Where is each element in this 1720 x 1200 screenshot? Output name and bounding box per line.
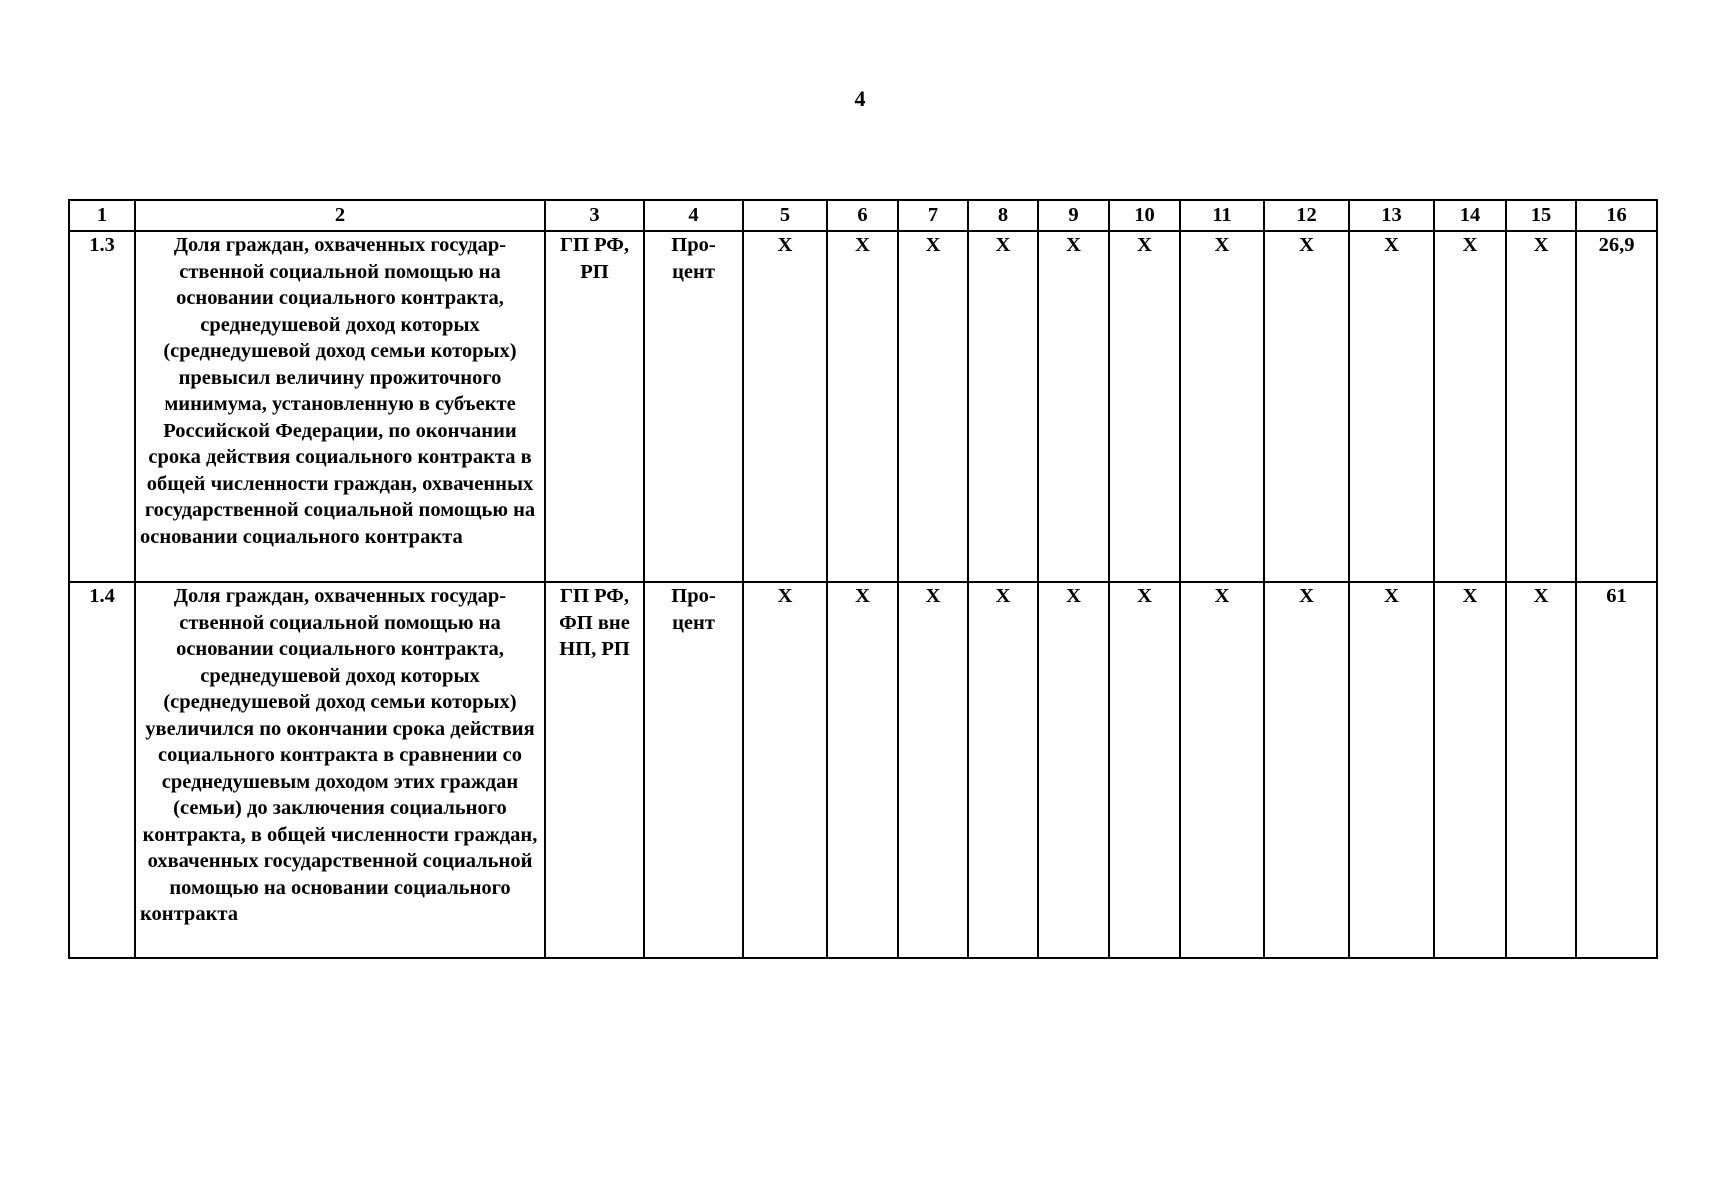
source-line: ФП вне (559, 611, 630, 634)
column-number: 16 (1576, 200, 1657, 231)
x-cell: X (1180, 582, 1264, 958)
x-cell: X (1506, 231, 1576, 582)
source-line: ГП РФ, (559, 234, 630, 256)
x-cell: X (1109, 582, 1180, 958)
unit-cell (644, 231, 743, 582)
unit-line: Про- (671, 585, 716, 607)
column-number: 14 (1434, 200, 1506, 231)
unit-line: Про- (671, 234, 716, 256)
source-line: ГП РФ, (559, 585, 630, 607)
column-number: 7 (898, 200, 968, 231)
column-number: 1 (69, 200, 135, 231)
x-cell: X (1180, 231, 1264, 582)
column-number: 11 (1180, 200, 1264, 231)
row-number: 1.4 (69, 582, 135, 958)
column-number: 2 (135, 200, 545, 231)
x-cell: X (1349, 582, 1434, 958)
column-number: 12 (1264, 200, 1349, 231)
indicator-description: Доля граждан, охваченных государственной социальной помощью на основании социального контракта, среднедушевой доход которых (среднедушевой доход семьи которых) увеличился по окончании срока действия социального контракта в сравнении со среднедушевым доходом этих граждан (семьи) до заключения социального контракта, в общей численности граждан, охваченных государственной социальной помощью на основании социального контракта (135, 582, 545, 958)
x-cell: X (1038, 582, 1109, 958)
x-cell: X (1349, 231, 1434, 582)
source-cell (545, 582, 644, 958)
source-line: РП (580, 260, 609, 283)
source-cell (545, 231, 644, 582)
column-number-row (69, 200, 1657, 231)
x-cell: X (743, 231, 827, 582)
column-number: 15 (1506, 200, 1576, 231)
x-cell: X (827, 582, 898, 958)
x-cell: X (1506, 582, 1576, 958)
column-number: 9 (1038, 200, 1109, 231)
x-cell: X (1109, 231, 1180, 582)
column-number: 6 (827, 200, 898, 231)
column-number: 13 (1349, 200, 1434, 231)
x-cell: X (743, 582, 827, 958)
column-number: 5 (743, 200, 827, 231)
x-cell: X (968, 582, 1038, 958)
x-cell: X (1434, 231, 1506, 582)
table-row (69, 582, 1657, 958)
value-cell: 26,9 (1576, 231, 1657, 582)
indicator-description: Доля граждан, охваченных государственной социальной помощью на основании социального контракта, среднедушевой доход которых (среднедушевой доход семьи которых) превысил величину прожиточного минимума, установленную в субъекте Российской Федерации, по окончании срока действия социального контракта в общей численности граждан, охваченных государственной социальной помощью на основании социального контракта (135, 231, 545, 582)
unit-cell (644, 582, 743, 958)
x-cell: X (968, 231, 1038, 582)
x-cell: X (898, 582, 968, 958)
indicator-table (68, 199, 1658, 959)
table-row (69, 231, 1657, 582)
column-number: 3 (545, 200, 644, 231)
x-cell: X (1264, 582, 1349, 958)
row-number: 1.3 (69, 231, 135, 582)
x-cell: X (898, 231, 968, 582)
value-cell: 61 (1576, 582, 1657, 958)
x-cell: X (1264, 231, 1349, 582)
x-cell: X (1434, 582, 1506, 958)
column-number: 8 (968, 200, 1038, 231)
unit-line: цент (672, 611, 715, 634)
x-cell: X (827, 231, 898, 582)
column-number: 4 (644, 200, 743, 231)
source-line: НП, РП (559, 638, 630, 660)
column-number: 10 (1109, 200, 1180, 231)
page-number: 4 (854, 86, 866, 111)
x-cell: X (1038, 231, 1109, 582)
unit-line: цент (672, 260, 715, 283)
